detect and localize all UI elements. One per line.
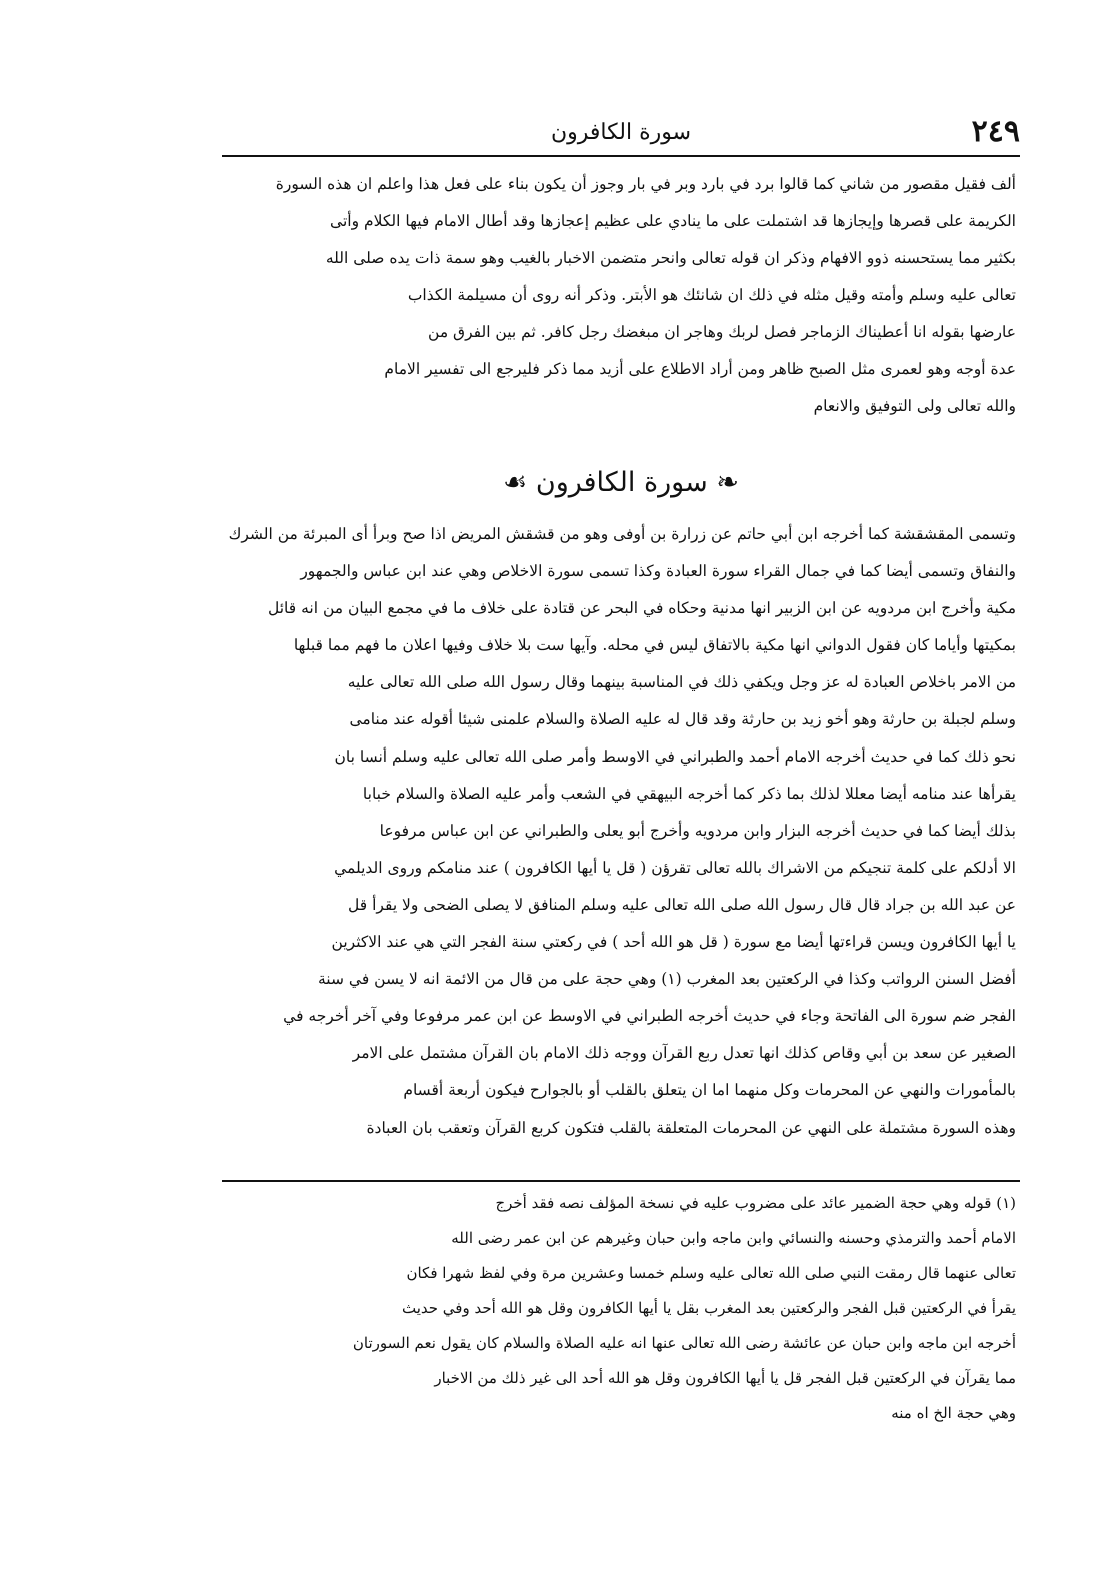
text-line: يا أيها الكافرون ويسن قراءتها أيضا مع سورة ( قل هو الله أحد ) في ركعتي سنة الفجر التي هي عند الاكثرين [331,933,1016,952]
footnote-line: مما يقرآن في الركعتين قبل الفجر قل يا أيها الكافرون وقل هو الله أحد الى غير ذلك من الاخبار [434,1369,1016,1387]
text-line: أفضل السنن الرواتب وكذا في الركعتين بعد المغرب (١) وهي حجة على من قال من الائمة انه لا يسن في سنة [318,970,1016,989]
ornament-icon: ❧ [716,467,739,498]
footnote-line: الامام أحمد والترمذي وحسنه والنسائي وابن ماجه وابن حبان وغيرهم عن ابن عمر رضى الله [451,1229,1016,1247]
text-line: وهذه السورة مشتملة على النهي عن المحرمات المتعلقة بالقلب فتكون كربع القرآن وتعقب بان العبادة [366,1118,1016,1137]
text-line: الصغير عن سعد بن أبي وقاص كذلك انها تعدل ربع القرآن ووجه ذلك الامام بان القرآن مشتمل على الامر [352,1044,1016,1063]
footnote-line: يقرأ في الركعتين قبل الفجر والركعتين بعد المغرب بقل يا أيها الكافرون وقل هو الله أحد وفي حديث [401,1299,1016,1317]
surah-heading-text: سورة الكافرون [535,467,708,498]
text-line: مكية وأخرج ابن مردويه عن ابن الزبير انها مدنية وحكاه في البحر عن قتادة على خلاف ما في مجمع البيان من انه قائل [268,599,1016,618]
text-line: نحو ذلك كما في حديث أخرجه الامام أحمد والطبراني في الاوسط وأمر صلى الله تعالى عليه وسلم أنسا بان [334,747,1016,766]
text-line: من الامر باخلاص العبادة له عز وجل ويكفي ذلك في المناسبة بينهما وقال رسول الله صلى الله تعالى عليه [347,673,1016,692]
main-paragraph [226,516,1016,1147]
text-line: ألف فقيل مقصور من شاني كما قالوا برد في بارد وبر في بار وجوز أن يكون بناء على فعل هذا واعلم ان هذه السورة [275,175,1016,193]
footnote-line: وهي حجة الخ اه منه [891,1404,1016,1422]
footnote [226,1186,1016,1431]
ornament-icon: ☙ [503,467,528,498]
text-line: وسلم لجبلة بن حارثة وهو أخو زيد بن حارثة وقد قال له عليه الصلاة والسلام علمنى شيئا أقوله عند منامى [349,710,1016,729]
text-line: بالمأمورات والنهي عن المحرمات وكل منهما اما ان يتعلق بالقلب أو بالجوارح فيكون أربعة أقسام [403,1081,1016,1100]
text-line: الفجر ضم سورة الى الفاتحة وجاء في حديث أخرجه الطبراني في الاوسط عن ابن عمر مرفوعا وفي آخر أخرجه في [283,1007,1016,1026]
intro-paragraph [226,166,1016,425]
text-line: والنفاق وتسمى أيضا كما في جمال القراء سورة العبادة وكذا تسمى سورة الاخلاص وهي عند ابن عباس والجمهور [300,562,1016,581]
header-rule [222,155,1020,157]
footnote-line: تعالى عنهما قال رمقت النبي صلى الله تعالى عليه وسلم خمسا وعشرين مرة وفي لفظ شهرا فكان [406,1264,1016,1282]
text-line: تعالى عليه وسلم وأمته وقيل مثله في ذلك ان شانئك هو الأبتر. وذكر أنه روى أن مسيلمة الكذاب [407,286,1016,304]
text-line: وتسمى المقشقشة كما أخرجه ابن أبي حاتم عن زرارة بن أوفى وهو من قشقش المريض اذا صح وبرأ أى المبرئة من الشرك [228,525,1016,543]
text-line: والله تعالى ولى التوفيق والانعام [813,397,1016,415]
page-header [222,112,1020,154]
text-line: الا أدلكم على كلمة تنجيكم من الاشراك بالله تعالى تقرؤن ( قل يا أيها الكافرون ) عند منامكم وروى الديلمي [334,858,1016,877]
page-number: ٢٤٩ [971,114,1020,149]
text-line: عدة أوجه وهو لعمرى مثل الصبح ظاهر ومن أراد الاطلاع على أزيد مما ذكر فليرجع الى تفسير الامام [384,360,1016,378]
text-line: بذلك أيضا كما في حديث أخرجه البزار وابن مردويه وأخرج أبو يعلى والطبراني عن ابن عباس مرفوعا [379,821,1016,840]
footnote-line: (١) قوله وهي حجة الضمير عائد على مضروب عليه في نسخة المؤلف نصه فقد أخرج [495,1194,1016,1212]
surah-heading [226,460,1016,506]
text-line: عارضها بقوله انا أعطيناك الزماجر فصل لربك وهاجر ان مبغضك رجل كافر. ثم بين الفرق من [428,323,1016,341]
text-line: الكريمة على قصرها وإيجازها قد اشتملت على ما ينادي على عظيم إعجازها وقد أطال الامام فيها الكلام وأتى [330,212,1016,230]
footnote-line: أخرجه ابن ماجه وابن حبان عن عائشة رضى الله تعالى عنها انه عليه الصلاة والسلام كان يقول نعم السورتان [352,1334,1016,1352]
footnote-rule [222,1180,1020,1182]
text-line: بكثير مما يستحسنه ذوو الافهام وذكر ان قوله تعالى وانحر متضمن الاخبار بالغيب وهو سمة ذات يده صلى الله [325,249,1016,267]
text-line: بمكيتها وأياما كان فقول الدواني انها مكية بالاتفاق ليس في محله. وآيها ست بلا خلاف وفيها اعلان ما فهم مما قبلها [293,636,1016,655]
text-line: يقرأها عند منامه أيضا معللا لذلك بما ذكر كما أخرجه البيهقي في الشعب وأمر عليه الصلاة والسلام خبابا [362,784,1016,803]
running-title: سورة الكافرون [550,120,692,145]
text-line: عن عبد الله بن جراد قال قال رسول الله صلى الله تعالى عليه وسلم المنافق لا يصلى الضحى ولا يقرأ قل [348,895,1016,914]
